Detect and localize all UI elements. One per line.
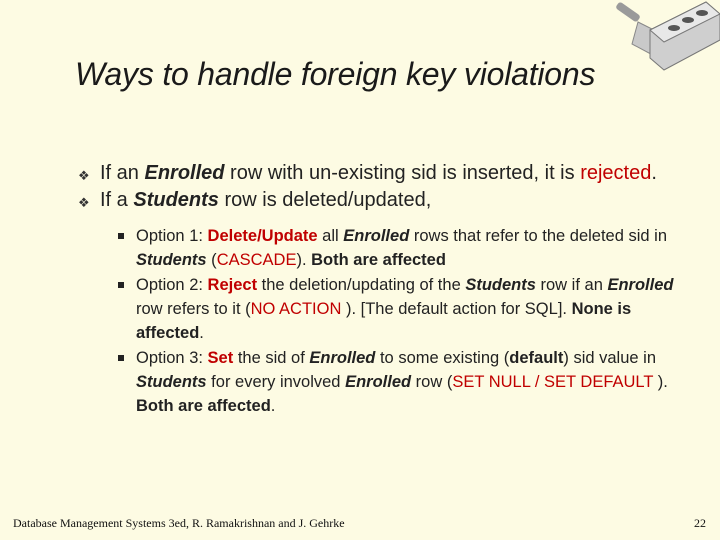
- text-enrolled: Enrolled: [309, 349, 376, 367]
- text-reject: Reject: [207, 276, 258, 294]
- footer-citation: Database Management Systems 3ed, R. Ramakrishnan and J. Gehrke: [13, 516, 345, 530]
- text-delete-update: Delete/Update: [207, 227, 318, 245]
- square-bullet-icon: [118, 233, 124, 239]
- option-3: [118, 346, 678, 418]
- text-students: Students: [465, 276, 536, 294]
- text: If an: [100, 162, 145, 184]
- check-bullet-icon: ❖: [78, 195, 90, 210]
- text-cascade: CASCADE: [216, 251, 297, 269]
- text-rejected: rejected: [580, 162, 652, 184]
- text: .: [270, 397, 276, 415]
- text: the sid of: [233, 349, 310, 367]
- text-enrolled: Enrolled: [144, 162, 225, 184]
- text-students: Students: [136, 251, 207, 269]
- text-default: default: [509, 349, 564, 367]
- text: to some existing (: [375, 349, 510, 367]
- text: .: [199, 324, 204, 342]
- trowel-brick-logo: [610, 0, 720, 100]
- text-students: Students: [133, 189, 219, 211]
- bullet-list: [74, 160, 694, 419]
- text: (: [206, 251, 217, 269]
- text-enrolled: Enrolled: [345, 373, 412, 391]
- square-bullet-icon: [118, 282, 124, 288]
- text: ).: [653, 373, 668, 391]
- text: .: [651, 162, 657, 184]
- text-enrolled: Enrolled: [607, 276, 674, 294]
- text: the deletion/updating of the: [257, 276, 466, 294]
- text: ).: [296, 251, 312, 269]
- check-bullet-icon: ❖: [78, 168, 90, 183]
- text: ). [The default action for SQL].: [341, 300, 572, 318]
- page-number: 22: [694, 516, 706, 530]
- bullet-insert-rejected: [74, 160, 694, 187]
- option-1: [118, 224, 678, 272]
- text: Option 3:: [136, 349, 208, 367]
- text: for every involved: [206, 373, 346, 391]
- text: If a: [100, 189, 134, 211]
- text-no-action: NO ACTION: [250, 300, 342, 318]
- slide-title: Ways to handle foreign key violations: [75, 56, 596, 92]
- text-both-affected: Both are affected: [136, 397, 271, 415]
- text-both-affected: Both are affected: [311, 251, 446, 269]
- text-enrolled: Enrolled: [343, 227, 410, 245]
- text: row with un-existing sid is inserted, it is: [224, 162, 581, 184]
- text: ) sid value in: [563, 349, 657, 367]
- text: rows that refer to the deleted sid in: [409, 227, 668, 245]
- text-set-null-default: SET NULL / SET DEFAULT: [452, 373, 654, 391]
- text: all: [317, 227, 344, 245]
- option-list: [118, 224, 678, 418]
- text: Option 2:: [136, 276, 208, 294]
- square-bullet-icon: [118, 355, 124, 361]
- text: row is deleted/updated,: [218, 189, 432, 211]
- text: row if an: [535, 276, 608, 294]
- text: Option 1:: [136, 227, 208, 245]
- bullet-students-deleted: [74, 187, 694, 214]
- text-students: Students: [136, 373, 207, 391]
- option-2: [118, 273, 678, 345]
- text: row (: [411, 373, 453, 391]
- text-set: Set: [207, 349, 234, 367]
- text-none-affected: None is affected: [136, 300, 632, 342]
- text: row refers to it (: [136, 300, 251, 318]
